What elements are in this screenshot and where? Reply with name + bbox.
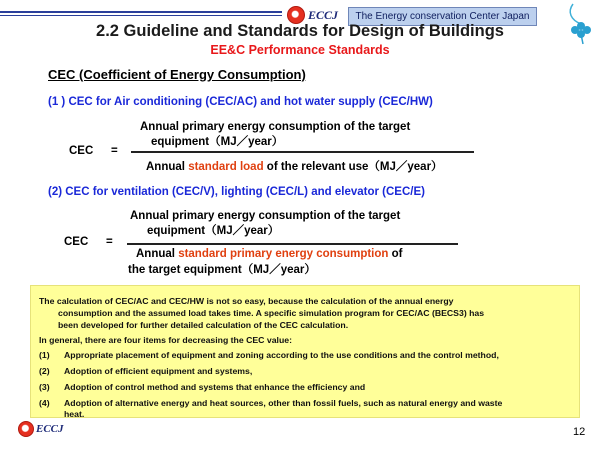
notes-item-2-num: (2) [39,366,50,376]
section2-denominator-line1: Annual standard primary energy consumption of [136,248,403,260]
section2-numerator-line2: equipment（MJ／year） [147,225,280,237]
section1-equals: = [111,145,118,157]
notes-item-4-text: Adoption of alternative energy and heat sources, other than fossil fuels, such as natural energy and waste [64,398,503,408]
section2-heading: (2) CEC for ventilation (CEC/V), lighting (CEC/L) and elevator (CEC/E) [48,186,425,198]
section2-fraction-bar [127,243,458,245]
notes-para1-line2: consumption and the assumed load takes time. A specific simulation program for CEC/AC (BECS3) has [58,308,485,318]
section1-cec-label: CEC [69,145,94,157]
footer-eccj-logo-icon [18,421,34,437]
section1-fraction-bar [131,151,474,153]
notes-item-3-num: (3) [39,382,50,392]
page-title: 2.2 Guideline and Standards for Design of Buildings [96,22,504,40]
header-rule-thick [0,11,282,13]
notes-item-4-text-cont: heat. [64,409,85,419]
notes-item-4-num: (4) [39,398,50,408]
section1-denominator: Annual standard load of the relevant use（MJ／year） [146,161,443,173]
section1-numerator-line2: equipment（MJ／year） [151,136,284,148]
section2-numerator-line1: Annual primary energy consumption of the target [130,210,401,222]
header-rule-thin [0,15,282,16]
notes-intro: In general, there are four items for decreasing the CEC value: [39,335,292,345]
section2-equals: = [106,236,113,248]
page-subtitle: EE&C Performance Standards [210,43,390,57]
section2-denominator-line2: the target equipment（MJ／year） [128,264,316,276]
notes-item-2-text: Adoption of efficient equipment and systems, [64,366,253,376]
notes-item-1-text: Appropriate placement of equipment and zoning according to the use conditions and the control method, [64,350,499,360]
notes-item-3-text: Adoption of control method and systems that enhance the efficiency and [64,382,366,392]
notes-box [30,285,580,418]
section1-heading: (1 ) CEC for Air conditioning (CEC/AC) and hot water supply (CEC/HW) [48,96,433,108]
cec-heading: CEC (Coefficient of Energy Consumption) [48,67,306,82]
notes-para1-line3: been developed for further detailed calculation of the CEC calculation. [58,320,349,330]
eccj-logo-text: ECCJ [308,8,339,22]
org-name-banner: The Energy conservation Center Japan [348,7,537,26]
page-number: 12 [573,426,586,438]
notes-para1-line1: The calculation of CEC/AC and CEC/HW is not so easy, because the calculation of the annual energy [39,296,454,306]
section2-cec-label: CEC [64,236,89,248]
notes-item-1-num: (1) [39,350,50,360]
footer-eccj-logo-text: ECCJ [36,423,64,435]
section1-numerator-line1: Annual primary energy consumption of the target [140,121,411,133]
